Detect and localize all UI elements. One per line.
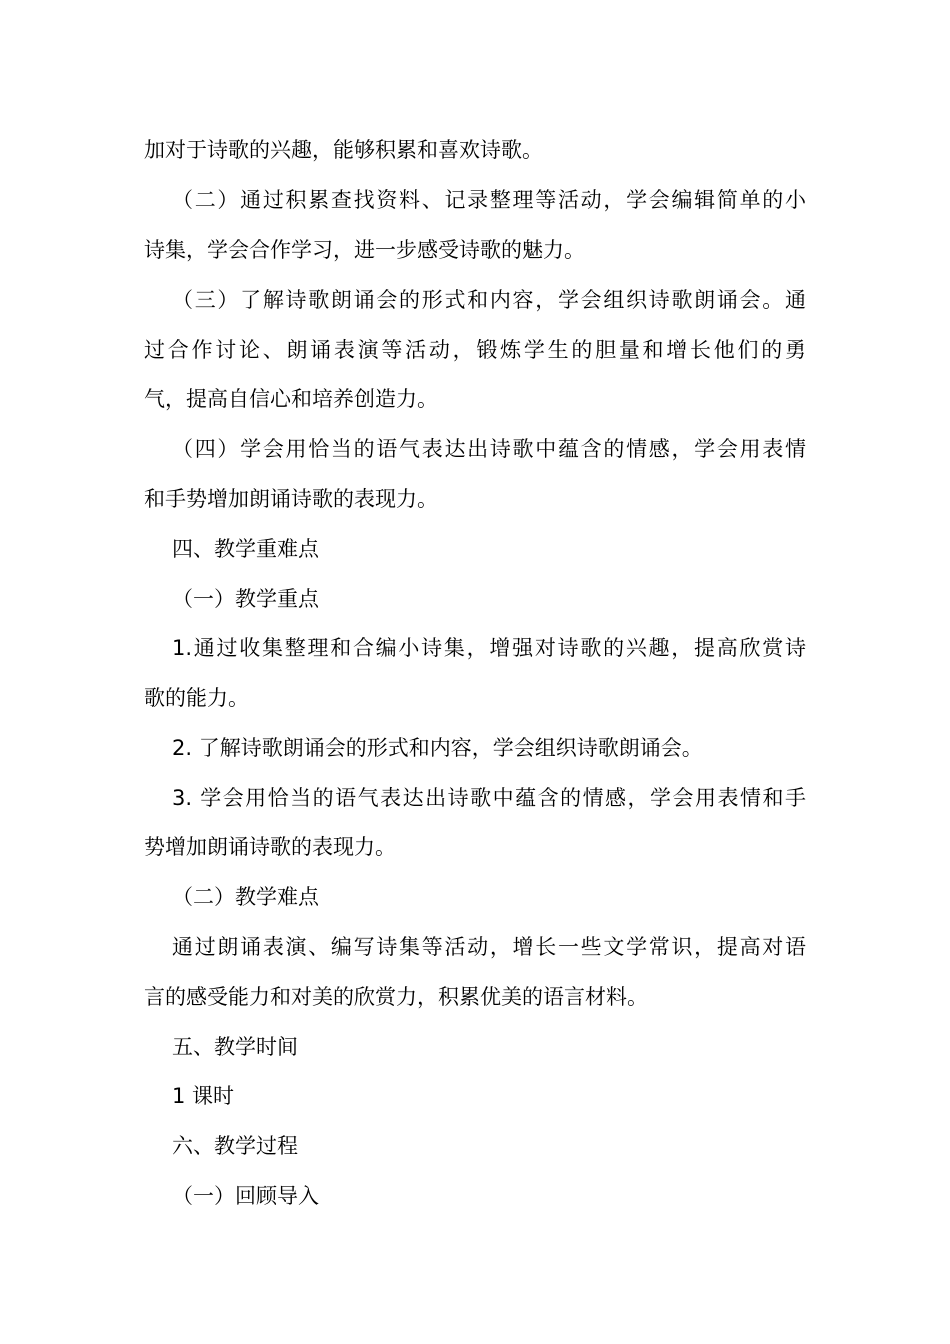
text-line: 气，提高自信心和培养创造力。	[144, 387, 438, 411]
text-line: 言的感受能力和对美的欣赏力，积累优美的语言材料。	[144, 985, 648, 1009]
text-line: （四）学会用恰当的语气表达出诗歌中蕴含的情感，学会用表情	[172, 437, 806, 461]
text-line: 通过朗诵表演、编写诗集等活动，增长一些文学常识，提高对语	[172, 935, 806, 959]
text-line: 诗集，学会合作学习，进一步感受诗歌的魅力。	[144, 238, 585, 262]
text-line: 1 课时	[172, 1084, 235, 1108]
text-line: 3. 学会用恰当的语气表达出诗歌中蕴含的情感，学会用表情和手	[172, 786, 806, 810]
text-line: 歌的能力。	[144, 686, 249, 710]
section-heading: 六、教学过程	[172, 1134, 298, 1158]
text-line: 和手势增加朗诵诗歌的表现力。	[144, 487, 438, 511]
subsection-heading: （一）回顾导入	[172, 1184, 319, 1208]
text-line: 势增加朗诵诗歌的表现力。	[144, 835, 396, 859]
text-line: 加对于诗歌的兴趣，能够积累和喜欢诗歌。	[144, 138, 543, 162]
text-line: 1.通过收集整理和合编小诗集，增强对诗歌的兴趣，提高欣赏诗	[172, 636, 806, 660]
text-line: （二）通过积累查找资料、记录整理等活动，学会编辑简单的小	[172, 188, 806, 212]
text-line: 过合作讨论、朗诵表演等活动，锻炼学生的胆量和增长他们的勇	[144, 338, 806, 362]
section-heading: 五、教学时间	[172, 1035, 298, 1059]
text-line: （三）了解诗歌朗诵会的形式和内容，学会组织诗歌朗诵会。通	[172, 288, 806, 312]
text-line: 2. 了解诗歌朗诵会的形式和内容，学会组织诗歌朗诵会。	[172, 736, 703, 760]
subsection-heading: （一）教学重点	[172, 587, 319, 611]
subsection-heading: （二）教学难点	[172, 885, 319, 909]
section-heading: 四、教学重难点	[172, 537, 319, 561]
